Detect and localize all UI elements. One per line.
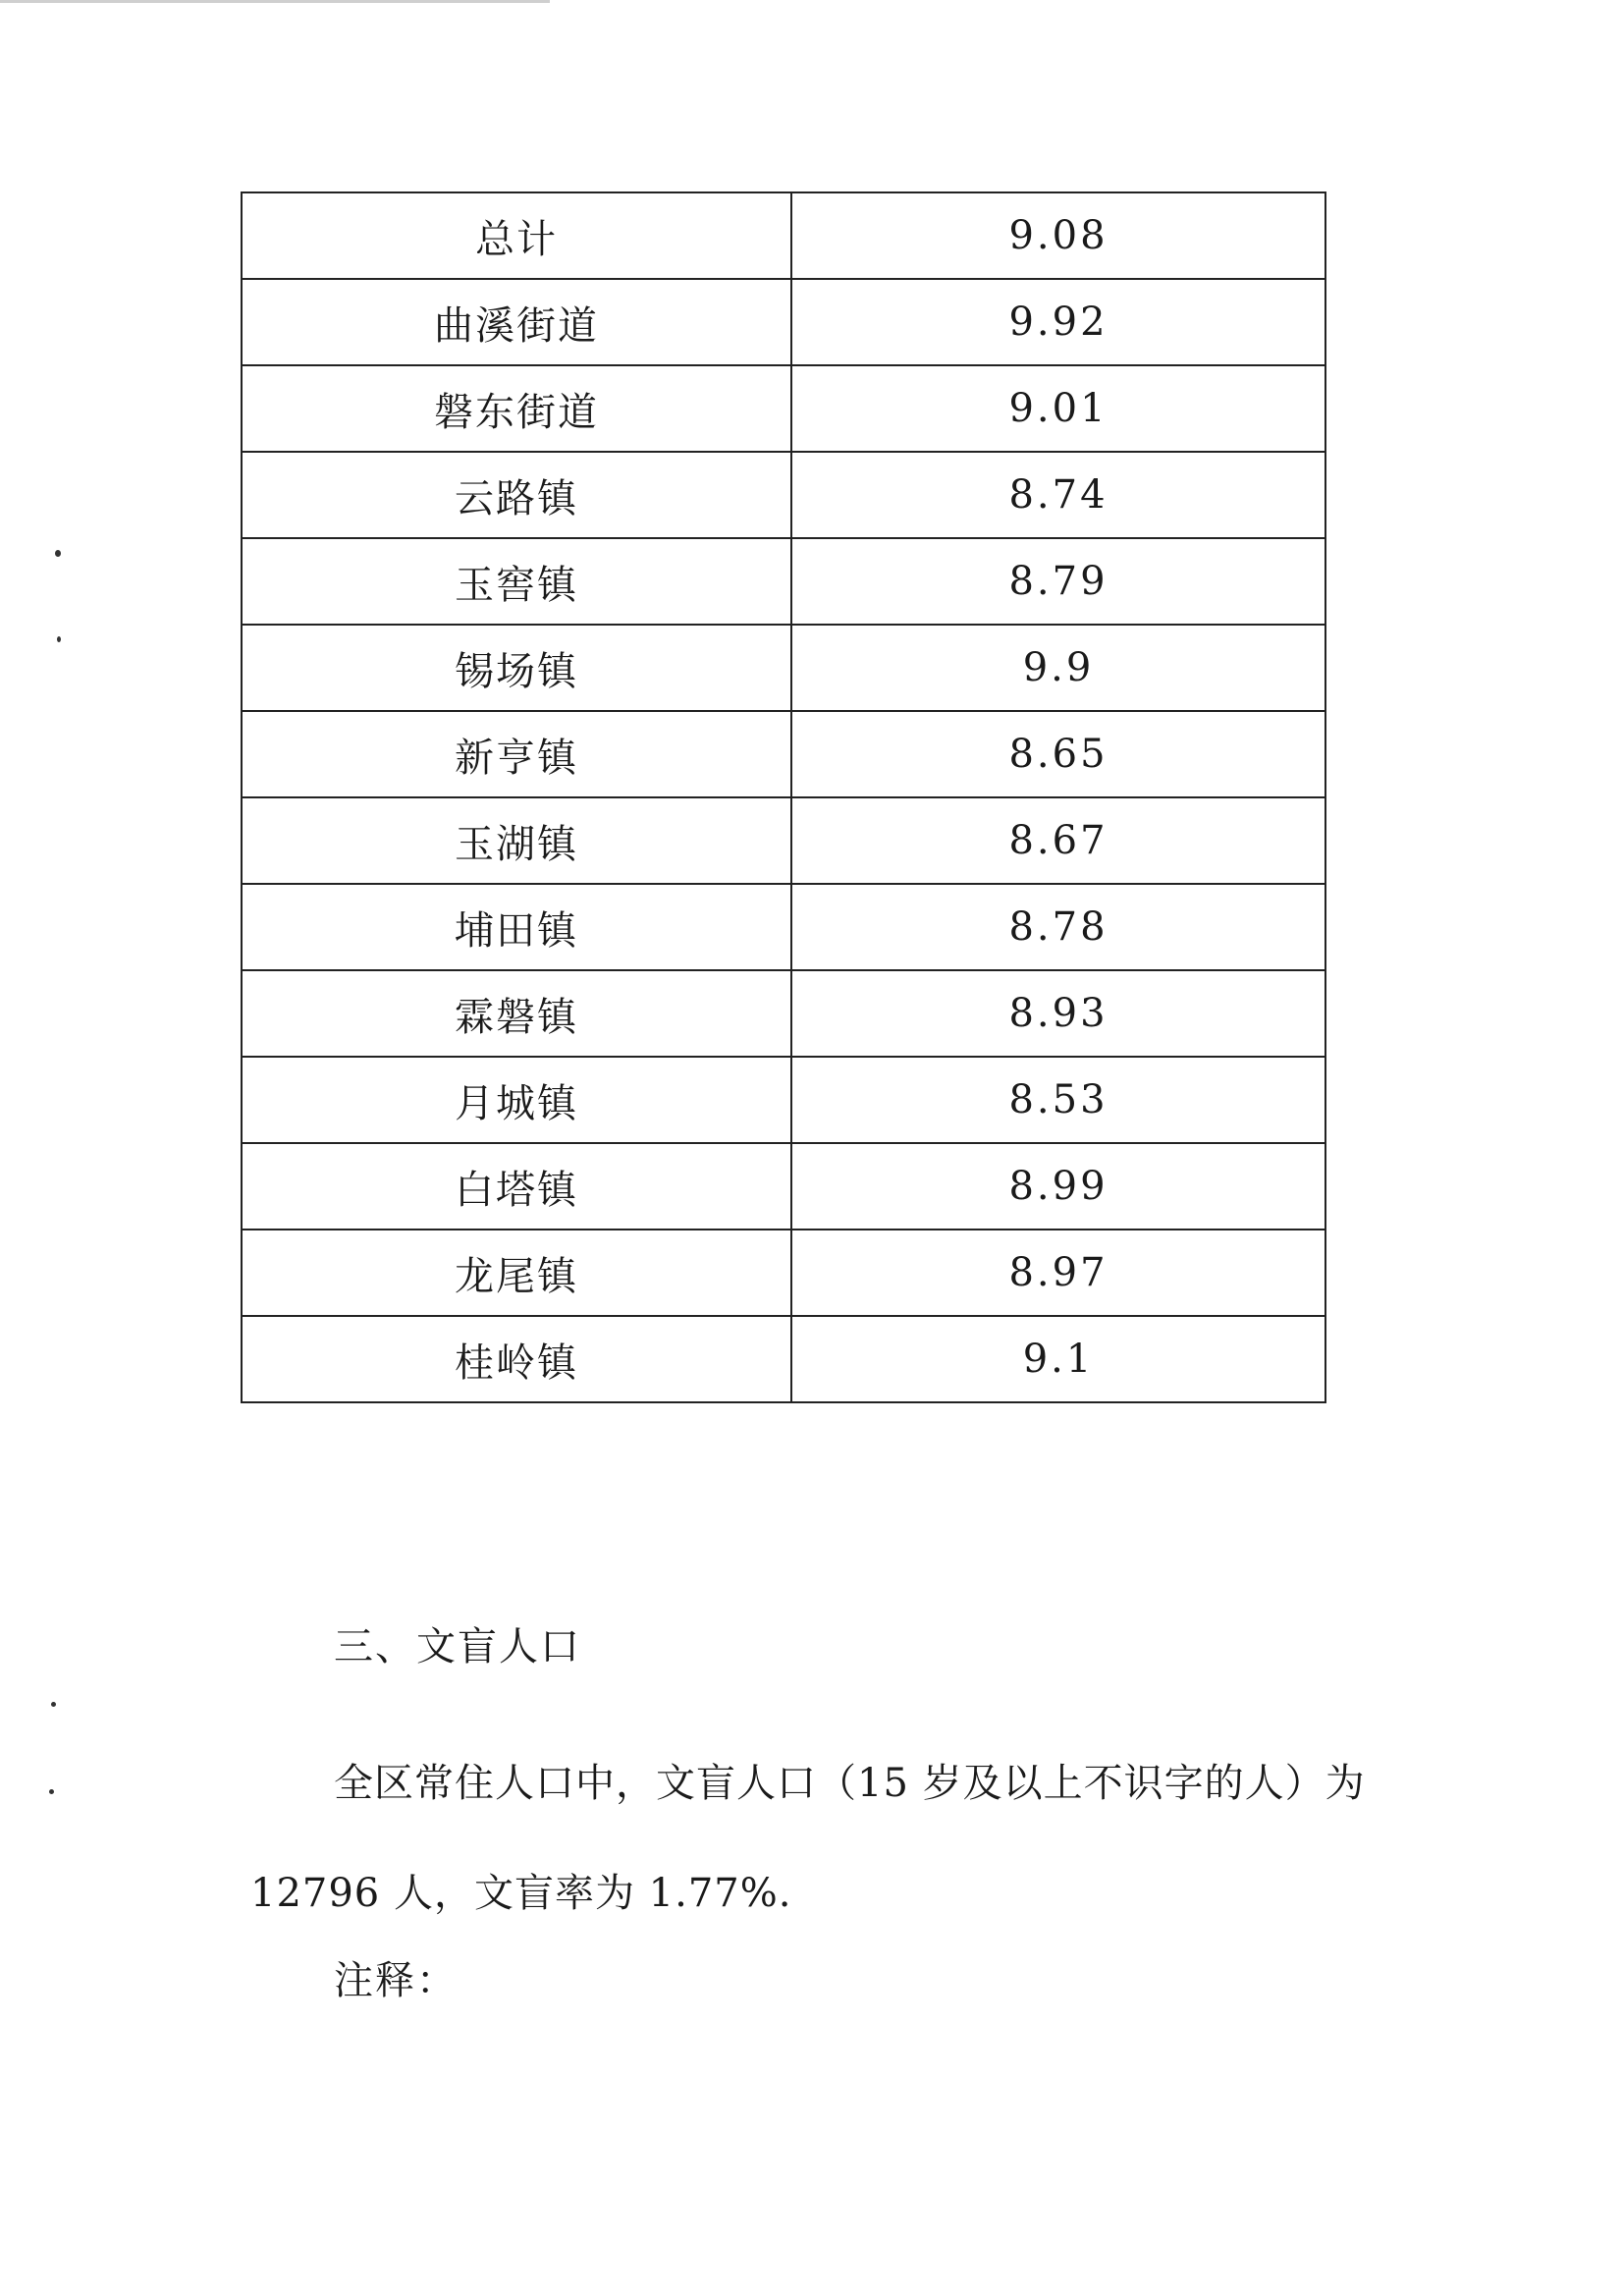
scan-speck <box>55 550 61 557</box>
table-cell-value: 9.01 <box>791 365 1325 452</box>
table-row <box>242 365 1325 452</box>
table-cell-name: 玉窖镇 <box>242 538 791 625</box>
table-cell-value: 8.78 <box>791 884 1325 970</box>
table-cell-value: 8.67 <box>791 797 1325 884</box>
table-row <box>242 884 1325 970</box>
table-row <box>242 279 1325 365</box>
note-label: 注释： <box>334 1958 458 2003</box>
scan-edge <box>0 0 550 3</box>
table-cell-value: 9.92 <box>791 279 1325 365</box>
table-cell-name: 白塔镇 <box>242 1143 791 1230</box>
table-cell-value: 8.53 <box>791 1057 1325 1143</box>
table-cell-name: 桂岭镇 <box>242 1316 791 1402</box>
table-cell-name: 玉湖镇 <box>242 797 791 884</box>
table-row <box>242 1316 1325 1402</box>
table-cell-name: 总计 <box>242 192 791 279</box>
table-cell-name: 新亨镇 <box>242 711 791 797</box>
table-row <box>242 192 1325 279</box>
table-row <box>242 797 1325 884</box>
table-cell-value: 8.93 <box>791 970 1325 1057</box>
table-cell-value: 9.1 <box>791 1316 1325 1402</box>
table-row <box>242 970 1325 1057</box>
table-cell-name: 锡场镇 <box>242 625 791 711</box>
table-cell-value: 9.9 <box>791 625 1325 711</box>
table-cell-name: 曲溪街道 <box>242 279 791 365</box>
scan-speck <box>51 1702 56 1707</box>
table-row <box>242 452 1325 538</box>
table-row <box>242 1143 1325 1230</box>
table-cell-name: 磐东街道 <box>242 365 791 452</box>
table-cell-value: 8.74 <box>791 452 1325 538</box>
table-cell-value: 8.65 <box>791 711 1325 797</box>
table-row <box>242 538 1325 625</box>
table-row <box>242 1230 1325 1316</box>
table-row <box>242 711 1325 797</box>
data-table <box>241 191 1326 1403</box>
scan-speck <box>49 1789 54 1794</box>
table-cell-name: 霖磐镇 <box>242 970 791 1057</box>
table-cell-value: 8.79 <box>791 538 1325 625</box>
section-paragraph: 全区常住人口中，文盲人口（15 岁及以上不识字的人）为 12796 人，文盲率为 1.77%. <box>250 1761 1366 1916</box>
table-cell-value: 9.08 <box>791 192 1325 279</box>
table-cell-name: 云路镇 <box>242 452 791 538</box>
scan-speck <box>57 636 61 642</box>
table-cell-name: 埔田镇 <box>242 884 791 970</box>
table-cell-value: 8.97 <box>791 1230 1325 1316</box>
table-row <box>242 625 1325 711</box>
table-cell-name: 月城镇 <box>242 1057 791 1143</box>
table-cell-name: 龙尾镇 <box>242 1230 791 1316</box>
table-cell-value: 8.99 <box>791 1143 1325 1230</box>
table-row <box>242 1057 1325 1143</box>
section-heading: 三、文盲人口 <box>334 1624 581 1669</box>
